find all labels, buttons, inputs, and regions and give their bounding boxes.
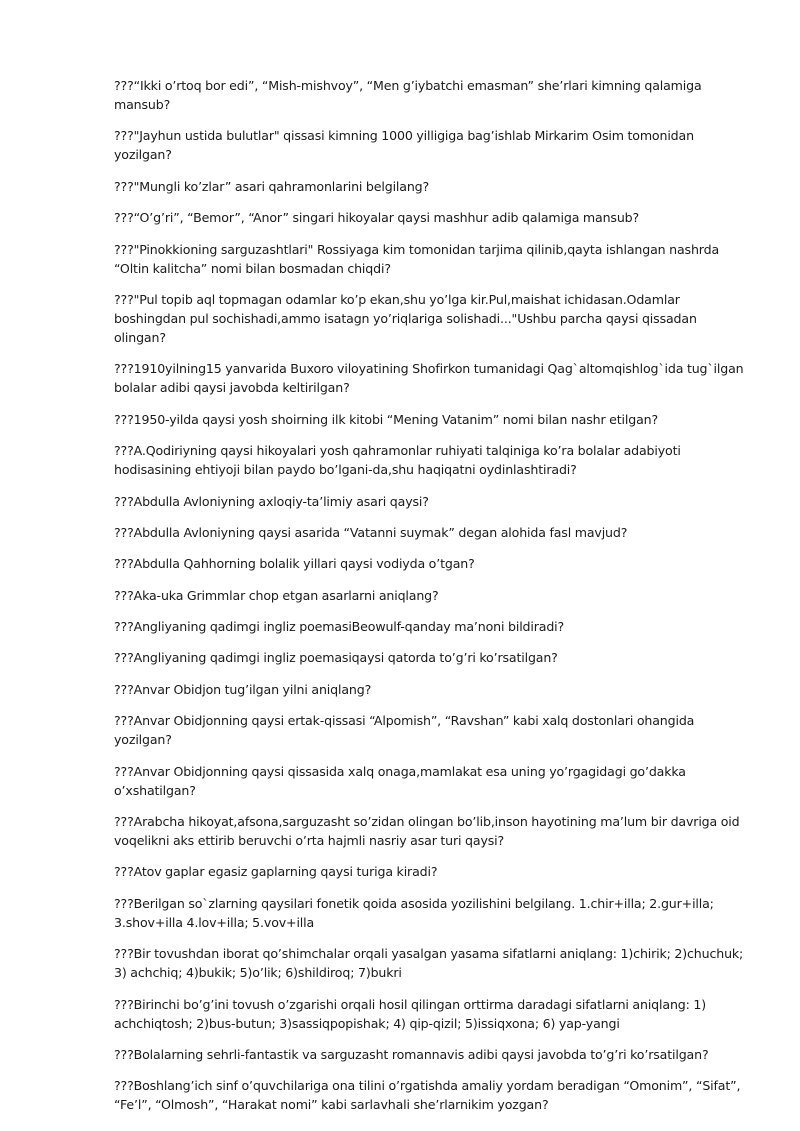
question-item: ???Anvar Obidjon tug’ilgan yilni aniqlang? [114, 681, 372, 697]
question-item: ???Aka-uka Grimmlar chop etgan asarlarni aniqlang? [114, 587, 439, 603]
question-item: ???A.Qodiriyning qaysi hikoyalari yosh qahramonlar ruhiyati talqiniga ko’ra bolalar adabiyoti hodisasining ehtiyoji bilan paydo bo’lgani-da,shu haqiqatni oydinlashtiradi? [114, 443, 681, 478]
question-item: ???Anvar Obidjonning qaysi qissasida xalq onaga,mamlakat esa uning yo’rgagidagi go’dakka o’xshatilgan? [114, 763, 686, 798]
question-item: ???Arabcha hikoyat,afsona,sarguzasht so’zidan olingan bo’lib,inson hayotining ma’lum bir davriga oid voqelikni aks ettirib beruvchi o’rta hajmli nasriy asar turi qaysi? [114, 814, 740, 849]
question-item: ???“Ikki o’rtoq bor edi”, “Mish-mishvoy”, “Men g’iybatchi emasman” she’rlari kimning qalamiga mansub? [114, 78, 702, 112]
question-item: ???"Jayhun ustida bulutlar" qissasi kimning 1000 yilligiga bag’ishlab Mirkarim Osim tomonidan yozilgan? [114, 128, 694, 163]
question-list [114, 76, 746, 1127]
question-item: ???1910yilning15 yanvarida Buxoro viloyatining Shofirkon tumanidagi Qag`altomqishlog`ida tug`ilgan bolalar adibi qaysi javobda keltirilgan? [114, 361, 744, 396]
question-item: ???"Pinokkioning sarguzashtlari" Rossiyaga kim tomonidan tarjima qilinib,qayta ishlangan nashrda “Oltin kalitcha” nomi bilan bosmadan chiqdi? [114, 241, 720, 276]
question-item: ???Bir tovushdan iborat qo’shimchalar orqali yasalgan yasama sifatlarni aniqlang: 1)chirik; 2)chuchuk; 3) achchiq; 4)bukik; 5)o’lik; 6)shildiroq; 7)bukri [114, 946, 744, 981]
question-item: ???1950-yilda qaysi yosh shoirning ilk kitobi “Mening Vatanim” nomi bilan nashr etilgan? [114, 411, 659, 427]
question-item: ???Birinchi bo’g’ini tovush o’zgarishi orqali hosil qilingan orttirma daradagi sifatlarni aniqlang: 1) achchiqtosh; 2)bus-butun; 3)sassiqpopishak; 4) qip-qizil; 5)issiqxona; 6) yap-yangi [114, 996, 706, 1031]
question-item: ???“O’g’ri”, “Bemor”, “Anor” singari hikoyalar qaysi mashhur adib qalamiga mansub? [114, 210, 640, 226]
question-item: ???Angliyaning qadimgi ingliz poemasiqaysi qatorda to’g’ri ko’rsatilgan? [114, 650, 558, 666]
question-item: ???Abdulla Avloniyning qaysi asarida “Vatanni suymak” degan alohida fasl mavjud? [114, 524, 628, 540]
question-item: ???Abdulla Qahhorning bolalik yillari qaysi vodiyda o’tgan? [114, 556, 475, 572]
question-item: ???Boshlang’ich sinf o’quvchilariga ona tilini o’rgatishda amaliy yordam beradigan “Omonim”, “Sifat”, “Fe’l”, “Olmosh”, “Harakat nomi” kabi sarlavhali she’rlarnikim yozgan? [114, 1078, 741, 1113]
question-item: ???Atov gaplar egasiz gaplarning qaysi turiga kiradi? [114, 864, 438, 880]
question-item: ???Anvar Obidjonning qaysi ertak-qissasi “Alpomish”, “Ravshan” kabi xalq dostonlari ohangida yozilgan? [114, 713, 695, 748]
question-item: ???Bolalarning sehrli-fantastik va sarguzasht romannavis adibi qaysi javobda to’g’ri ko’rsatilgan? [114, 1046, 709, 1062]
question-item: ???"Mungli ko’zlar” asari qahramonlarini belgilang? [114, 178, 430, 194]
question-item: ???Angliyaning qadimgi ingliz poemasiBeowulf-qanday ma’noni bildiradi? [114, 619, 565, 635]
question-item: ???"Pul topib aql topmagan odamlar ko’p ekan,shu yo’lga kir.Pul,maishat ichidasan.Odamlar boshingdan pul sochishadi,ammo isatagn yo’riqlariga solishadi..."Ushbu parcha qaysi qissadan olingan? [114, 291, 697, 345]
question-item: ???Berilgan so`zlarning qaysilari fonetik qoida asosida yozilishini belgilang. 1.chir+illa; 2.gur+illa; 3.shov+illa 4.lov+illa; 5.vov+illa [114, 895, 714, 930]
question-item: ???Abdulla Avloniyning axloqiy-ta’limiy asari qaysi? [114, 493, 429, 509]
